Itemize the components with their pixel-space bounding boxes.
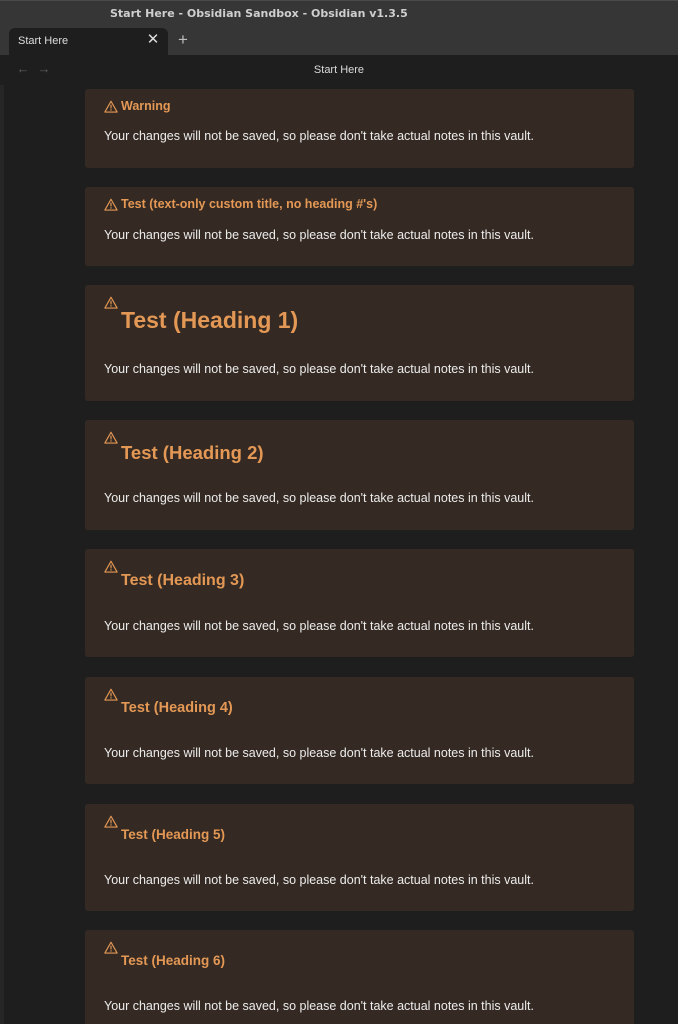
warning-triangle-icon <box>104 296 118 309</box>
callout-body: Your changes will not be saved, so please don't take actual notes in this vault. <box>104 129 534 143</box>
callout-body: Your changes will not be saved, so please don't take actual notes in this vault. <box>104 746 534 760</box>
callout-body: Your changes will not be saved, so please don't take actual notes in this vault. <box>104 362 534 376</box>
callout-heading-2 <box>85 420 634 530</box>
warning-triangle-icon <box>104 198 118 211</box>
sidebar-edge <box>0 85 4 1024</box>
callout-heading-4 <box>85 677 634 784</box>
callout-body: Your changes will not be saved, so please don't take actual notes in this vault. <box>104 873 534 887</box>
callout-title: Test (Heading 5) <box>121 827 226 842</box>
plus-icon[interactable]: + <box>178 30 188 49</box>
callout-title: Test (Heading 2) <box>121 442 264 463</box>
tab-start-here[interactable] <box>9 28 168 55</box>
tab-label: Start Here <box>18 35 69 47</box>
callout-heading-6 <box>85 930 634 1024</box>
warning-triangle-icon <box>104 941 118 954</box>
warning-triangle-icon <box>104 560 118 573</box>
warning-triangle-icon <box>104 815 118 828</box>
callout-title: Test (Heading 1) <box>121 307 299 333</box>
callout-heading-1 <box>85 285 634 401</box>
callout-title: Test (Heading 6) <box>121 953 226 968</box>
callout-heading-3 <box>85 549 634 657</box>
callout-title: Test (text-only custom title, no heading #'s) <box>121 197 378 211</box>
window-titlebar <box>0 0 678 28</box>
arrow-right-icon[interactable]: → <box>37 61 51 76</box>
warning-triangle-icon <box>104 100 118 113</box>
callout-custom-title <box>85 187 634 266</box>
callout-body: Your changes will not be saved, so please don't take actual notes in this vault. <box>104 228 534 242</box>
note-title[interactable]: Start Here <box>313 64 365 76</box>
callout-title: Test (Heading 3) <box>121 572 245 589</box>
callout-body: Your changes will not be saved, so please don't take actual notes in this vault. <box>104 999 534 1013</box>
window-title: Start Here - Obsidian Sandbox - Obsidian v1.3.5 <box>110 7 408 20</box>
callout-title: Test (Heading 4) <box>121 700 233 716</box>
callout-body: Your changes will not be saved, so please don't take actual notes in this vault. <box>104 491 534 505</box>
tab-bar <box>0 28 678 55</box>
callout-heading-5 <box>85 804 634 911</box>
view-header <box>0 55 678 85</box>
arrow-left-icon[interactable]: ← <box>16 61 30 76</box>
warning-triangle-icon <box>104 688 118 701</box>
warning-triangle-icon <box>104 431 118 444</box>
close-icon[interactable]: ✕ <box>146 31 160 48</box>
callout-body: Your changes will not be saved, so please don't take actual notes in this vault. <box>104 619 534 633</box>
callout-title: Warning <box>121 99 171 113</box>
callout-warning <box>85 89 634 168</box>
